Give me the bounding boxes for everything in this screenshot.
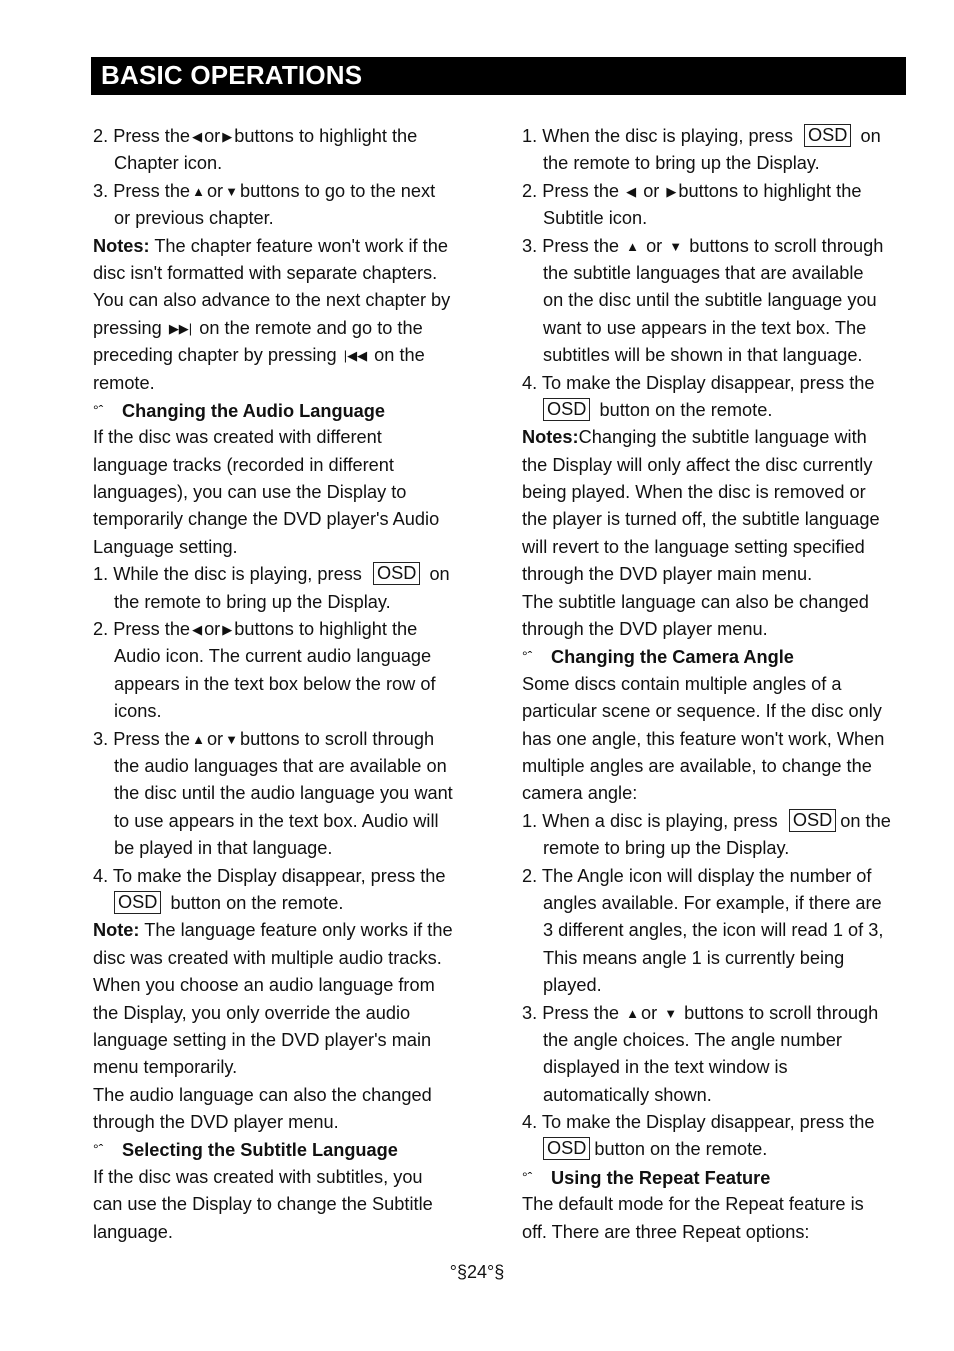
note-line: Note: The language feature only works if the <box>93 920 453 941</box>
step-line: Audio icon. The current audio language <box>114 646 432 667</box>
step-line: 2. Press the ◀ or ▶ buttons to highlight the <box>522 178 912 205</box>
left-arrow-icon: ◀ <box>192 129 203 144</box>
up-arrow-icon: ▲ <box>626 238 639 254</box>
note-line: the Display, you only override the audio <box>93 1002 411 1023</box>
page-number: °§24°§ <box>449 1262 505 1282</box>
section-title: BASIC OPERATIONS <box>101 60 363 90</box>
paragraph-line: If the disc was created with different <box>93 427 382 448</box>
up-arrow-icon: ▲ <box>192 183 205 199</box>
right-arrow-icon: ▶ <box>222 622 233 638</box>
osd-button-label: OSD <box>804 124 851 147</box>
note-line: You can also advance to the next chapter by <box>93 290 451 311</box>
note-line: disc was created with multiple audio tracks. <box>93 947 442 968</box>
osd-button-label: OSD <box>373 562 420 585</box>
paragraph-line: camera angle: <box>522 783 638 804</box>
up-arrow-icon: ▲ <box>626 1005 639 1021</box>
bullet-icon: °ˆ <box>522 1168 533 1185</box>
note-line: the player is turned off, the subtitle language <box>522 509 880 530</box>
step-line: icons. <box>114 701 162 722</box>
step-line: the audio languages that are available on <box>114 755 447 776</box>
paragraph-line: can use the Display to change the Subtitle <box>93 1194 433 1215</box>
note-line: The subtitle language can also be changed <box>522 591 869 612</box>
step-line: be played in that language. <box>114 838 333 859</box>
step-line: This means angle 1 is currently being <box>543 947 845 968</box>
subheading-camera-angle: °ˆ Changing the Camera Angle <box>522 643 912 670</box>
up-arrow-icon: ▲ <box>192 731 205 747</box>
paragraph-line: off. There are three Repeat options: <box>522 1221 810 1242</box>
paragraph-line: If the disc was created with subtitles, you <box>93 1166 423 1187</box>
down-arrow-icon: ▼ <box>225 731 238 747</box>
paragraph-line: has one angle, this feature won't work, When <box>522 728 885 749</box>
step-line: OSD button on the remote. <box>522 1136 912 1163</box>
step-line: the subtitle languages that are available <box>543 262 864 283</box>
down-arrow-icon: ▼ <box>664 1005 678 1021</box>
paragraph-line: Language setting. <box>93 536 238 557</box>
step-line: 3. Press the ▲ or ▼ buttons to scroll through <box>522 1000 912 1027</box>
subheading-subtitle-language: °ˆ Selecting the Subtitle Language <box>93 1136 493 1163</box>
step-line: to use appears in the text box. Audio will <box>114 810 439 831</box>
note-line: menu temporarily. <box>93 1057 238 1078</box>
step-line: on the disc until the subtitle language you <box>543 290 877 311</box>
step-line: 1. While the disc is playing, press OSD on <box>93 563 450 585</box>
step-line: Subtitle icon. <box>543 208 648 229</box>
note-line: the Display will only affect the disc currently <box>522 454 873 475</box>
step-line: Chapter icon. <box>114 153 223 174</box>
paragraph-line: language tracks (recorded in different <box>93 454 394 475</box>
note-line: through the DVD player menu. <box>522 619 768 640</box>
osd-button-label: OSD <box>543 1137 590 1160</box>
down-arrow-icon: ▼ <box>669 238 683 254</box>
osd-button-label: OSD <box>114 891 161 914</box>
bullet-icon: °ˆ <box>93 1141 104 1158</box>
note-line: language setting in the DVD player's main <box>93 1029 432 1050</box>
right-column <box>522 123 912 1246</box>
note-line: pressing ▶▶| on the remote and go to the <box>93 315 493 342</box>
step-line: played. <box>543 975 602 996</box>
step-line: 3. Press the ▲ or ▼ buttons to scroll through <box>93 726 493 753</box>
step-line: displayed in the text window is <box>543 1057 788 1078</box>
paragraph-line: Some discs contain multiple angles of a <box>522 673 842 694</box>
note-line: When you choose an audio language from <box>93 975 435 996</box>
paragraph-line: temporarily change the DVD player's Audio <box>93 509 440 530</box>
down-arrow-icon: ▼ <box>225 183 238 199</box>
step-line: the remote to bring up the Display. <box>543 153 820 174</box>
subheading-audio-language: °ˆ Changing the Audio Language <box>93 397 493 424</box>
osd-button-label: OSD <box>543 398 590 421</box>
step-line: or previous chapter. <box>114 208 274 229</box>
left-arrow-icon: ◀ <box>192 622 203 638</box>
step-line: the disc until the audio language you want <box>114 783 453 804</box>
step-line: 1. When a disc is playing, press OSD on the <box>522 809 891 831</box>
section-header-bar <box>91 57 906 95</box>
paragraph-line: multiple angles are available, to change the <box>522 755 872 776</box>
step-line: 4. To make the Display disappear, press the <box>522 372 875 393</box>
step-line: remote to bring up the Display. <box>543 838 790 859</box>
note-line: Notes: The chapter feature won't work if the <box>93 235 448 256</box>
paragraph-line: particular scene or sequence. If the disc only <box>522 701 882 722</box>
next-chapter-icon: ▶▶| <box>168 320 193 336</box>
step-line: 4. To make the Display disappear, press the <box>522 1112 875 1133</box>
paragraph-line: language. <box>93 1221 173 1242</box>
step-line: 2. The Angle icon will display the number of <box>522 865 872 886</box>
step-line: OSD button on the remote. <box>522 397 912 424</box>
previous-chapter-icon: |◀◀ <box>343 348 368 364</box>
step-line: 3. Press the ▲ or ▼ buttons to scroll through <box>522 233 912 260</box>
step-line: 4. To make the Display disappear, press the <box>93 865 446 886</box>
step-line: 3. Press the ▲ or ▼ buttons to go to the next <box>93 178 493 205</box>
note-line: Notes:Changing the subtitle language with <box>522 427 867 448</box>
step-line: automatically shown. <box>543 1084 712 1105</box>
note-line: will revert to the language setting specified <box>522 536 865 557</box>
step-line: appears in the text box below the row of <box>114 673 436 694</box>
right-arrow-icon: ▶ <box>222 129 233 144</box>
step-line: 2. Press the ◀ or ▶ buttons to highlight the <box>93 123 493 150</box>
step-line: angles available. For example, if there are <box>543 892 882 913</box>
step-line: 1. When the disc is playing, press OSD on <box>522 125 881 146</box>
step-line: the remote to bring up the Display. <box>114 591 391 612</box>
note-line: being played. When the disc is removed or <box>522 482 866 503</box>
note-line: through the DVD player main menu. <box>522 564 813 585</box>
step-line: 2. Press the ◀ or ▶ buttons to highlight the <box>93 616 493 643</box>
step-line: subtitles will be shown in that language. <box>543 345 863 366</box>
note-line: disc isn't formatted with separate chapters. <box>93 262 438 283</box>
step-line: OSD button on the remote. <box>93 890 493 917</box>
subheading-repeat-feature: °ˆ Using the Repeat Feature <box>522 1164 912 1191</box>
paragraph-line: languages), you can use the Display to <box>93 482 407 503</box>
note-line: remote. <box>93 372 155 393</box>
step-line: want to use appears in the text box. The <box>543 317 867 338</box>
step-line: the angle choices. The angle number <box>543 1029 842 1050</box>
osd-button-label: OSD <box>789 809 836 832</box>
right-arrow-icon: ▶ <box>666 183 677 199</box>
note-line: preceding chapter by pressing |◀◀ on the <box>93 342 493 369</box>
note-line: through the DVD player menu. <box>93 1112 339 1133</box>
note-line: The audio language can also the changed <box>93 1084 432 1105</box>
step-line: 3 different angles, the icon will read 1 of 3, <box>543 920 884 941</box>
paragraph-line: The default mode for the Repeat feature is <box>522 1194 864 1215</box>
left-column <box>93 123 493 1246</box>
bullet-icon: °ˆ <box>522 648 533 665</box>
bullet-icon: °ˆ <box>93 401 104 418</box>
left-arrow-icon: ◀ <box>626 183 637 199</box>
